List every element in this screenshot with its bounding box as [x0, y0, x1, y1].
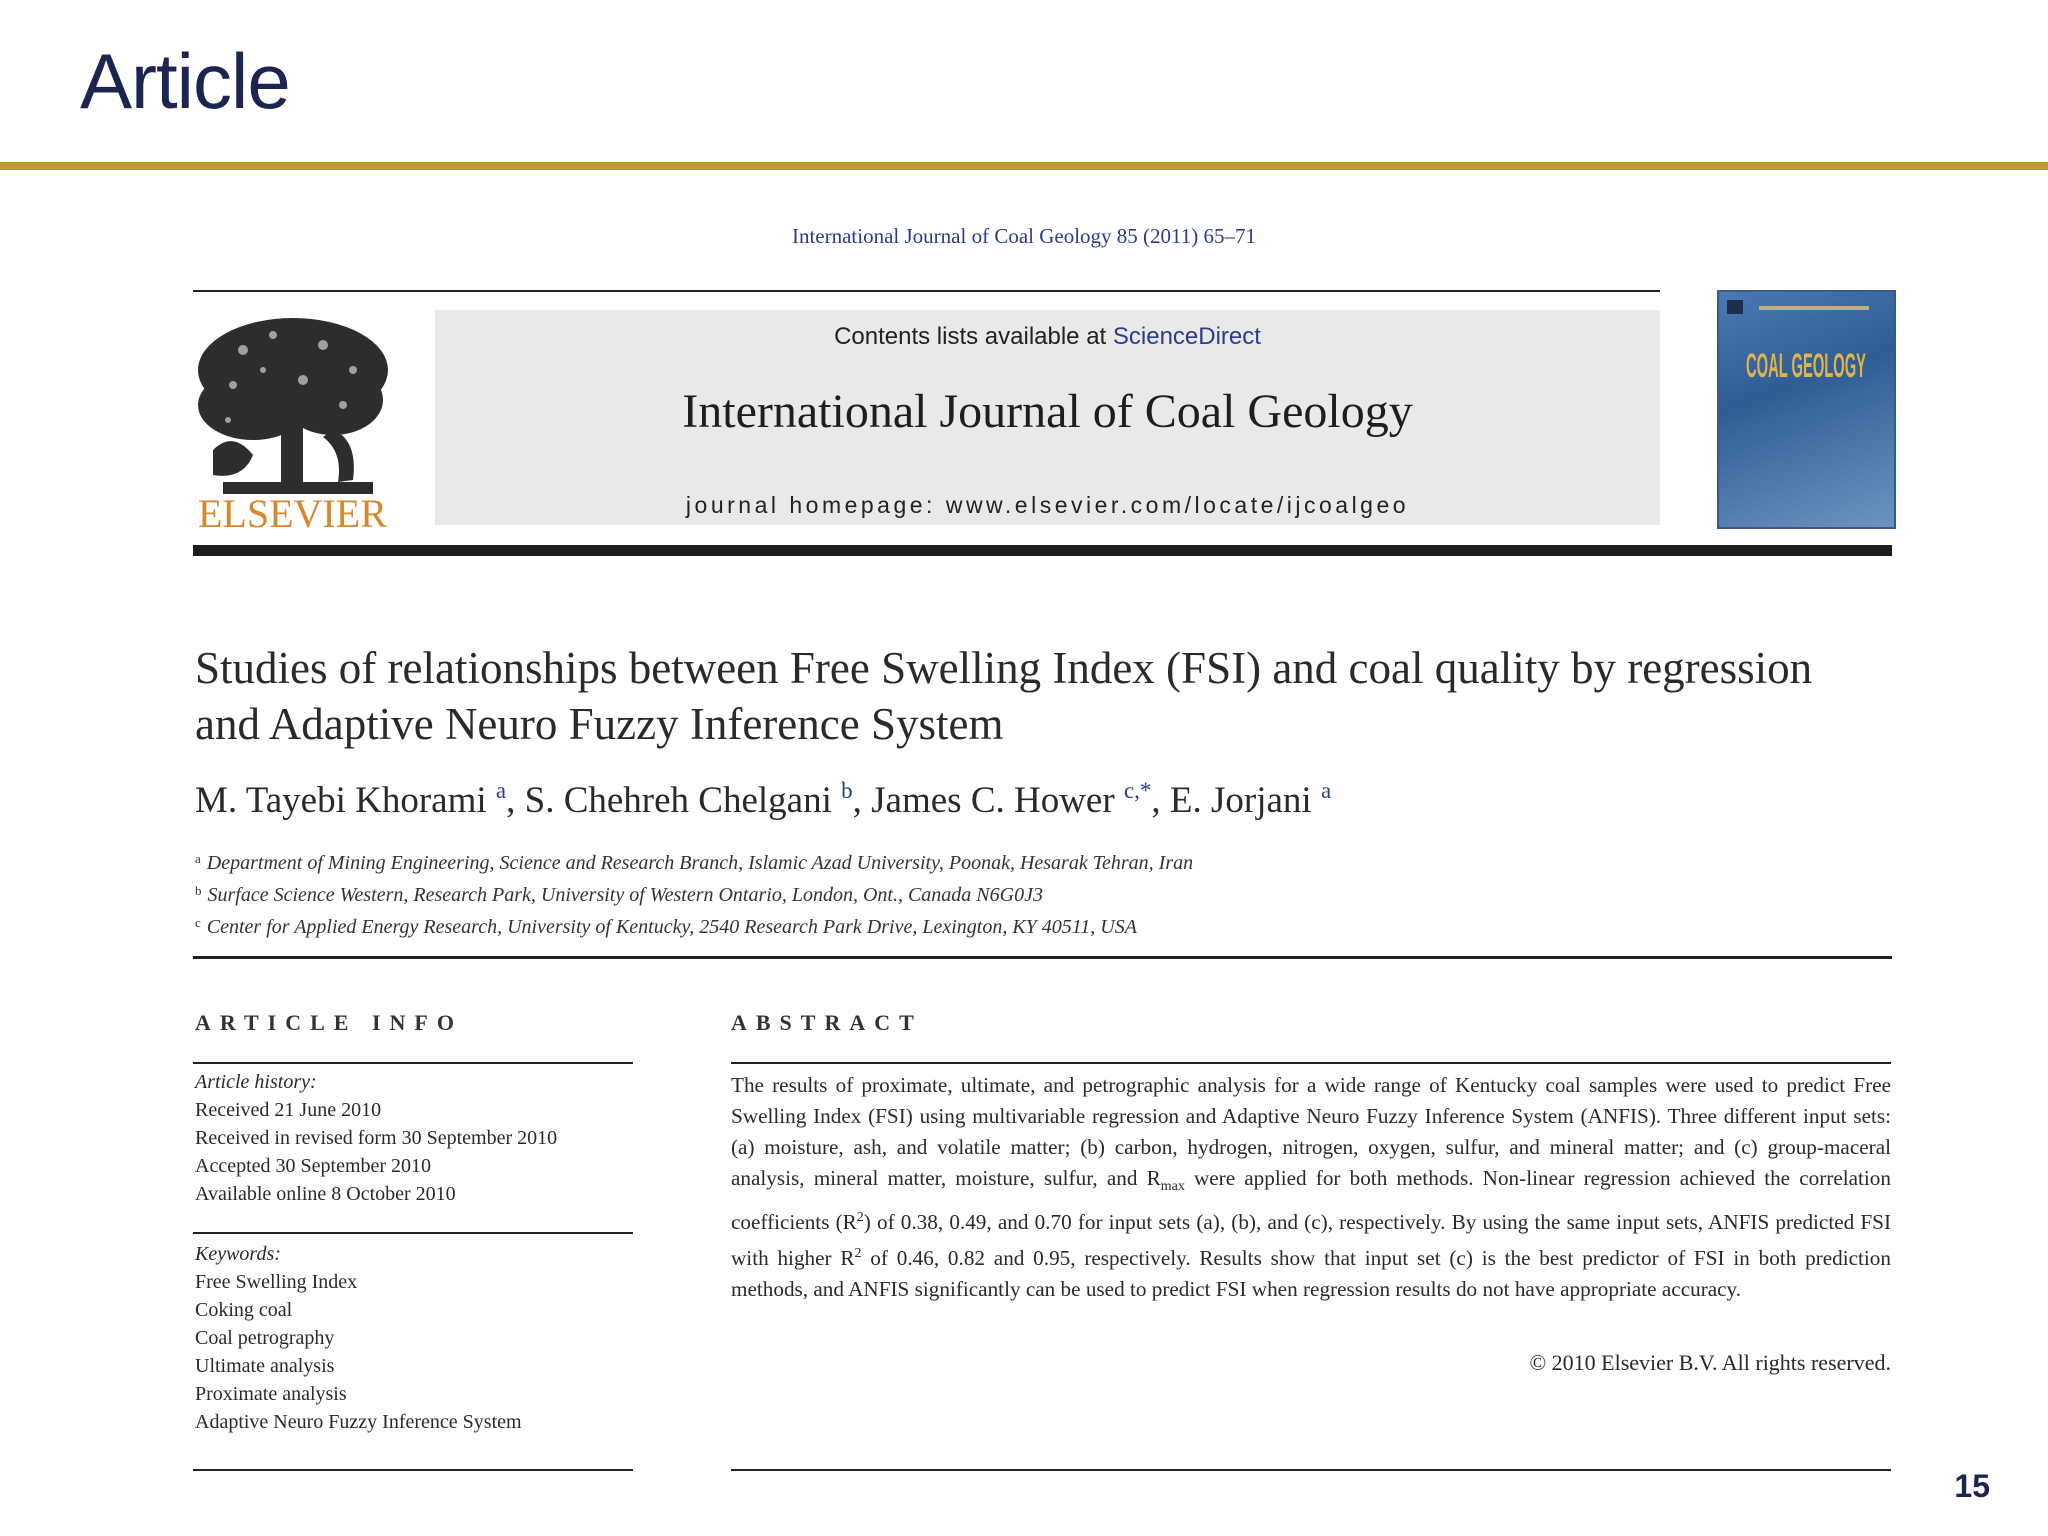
- journal-homepage-link[interactable]: journal homepage: www.elsevier.com/locate/ijcoalgeo: [685, 492, 1410, 518]
- keywords-rule: [193, 1232, 633, 1234]
- masthead-bottom-rule: [193, 545, 1892, 556]
- article-info-heading: ARTICLE INFO: [195, 1010, 463, 1035]
- keyword-item: Ultimate analysis: [195, 1355, 335, 1377]
- abstract-bottom-rule: [731, 1469, 1891, 1471]
- journal-cover-image: [1717, 290, 1896, 529]
- history-received: Received 21 June 2010: [195, 1099, 382, 1121]
- page-number: 15: [1954, 1468, 1990, 1504]
- article-history-label: Article history:: [195, 1071, 317, 1093]
- journal-name: International Journal of Coal Geology: [682, 385, 1413, 438]
- history-online: Available online 8 October 2010: [195, 1183, 456, 1205]
- journal-masthead: [435, 310, 1660, 525]
- affiliation-c: $^c$ Center for Applied Energy Research, University of Kentucky, 2540 Research Park Drive, Lexington, KY 40511, USA: [195, 915, 1137, 938]
- affiliations: [195, 845, 1875, 941]
- keyword-item: Proximate analysis: [195, 1383, 347, 1405]
- info-bottom-rule: [193, 1469, 633, 1471]
- copyright-notice: © 2010 Elsevier B.V. All rights reserved.: [1529, 1350, 1891, 1375]
- author-2[interactable]: S. Chehreh Chelgani $^b$,: [524, 778, 872, 821]
- sciencedirect-link[interactable]: ScienceDirect: [1112, 323, 1261, 350]
- keywords-label: Keywords:: [195, 1243, 281, 1265]
- article-history: [195, 1068, 635, 1208]
- abstract-text: The results of proximate, ultimate, and petrographic analysis for a wide range of Kentucky coal samples were used to predict Free Swelling Index (FSI) using multivariable regression and Adaptive Neuro Fuzzy Inference System (ANFIS). Three different input sets: (a) moisture, ash, and volatile matter; (b) carbon, hydrogen, nitrogen, oxygen, sulfur, and mineral matter; and (c) group-maceral analysis, mineral matter, moisture, sulfur, and $R_{max}$ were applied for both methods. Non-linear regression achieved the correlation coefficients $(R^2)$ of 0.38, 0.49, and 0.70 for input sets (a), (b), and (c), respectively. By using the same input sets, ANFIS predicted FSI with higher $R^2$ of 0.46, 0.82 and 0.95, respectively. Results show that input set (c) is the best predictor of FSI in both prediction methods, and ANFIS significantly can be used to predict FSI when regression results do not have appropriate accuracy.: [731, 1073, 1891, 1302]
- keyword-item: Free Swelling Index: [195, 1271, 358, 1293]
- affiliation-a: $^a$ Department of Mining Engineering, Science and Research Branch, Islamic Azad University, Poonak, Hesarak Tehran, Iran: [195, 851, 1194, 874]
- affiliation-b: $^b$ Surface Science Western, Research Park, University of Western Ontario, London, Ont., Canada N6G0J3: [195, 883, 1043, 906]
- header-rule: [193, 290, 1660, 292]
- author-list: [195, 778, 1875, 822]
- affiliations-rule: [193, 956, 1892, 959]
- abstract-heading: ABSTRACT: [731, 1010, 923, 1035]
- contents-prefix: Contents lists available at: [834, 323, 1113, 350]
- slide-title: Article: [80, 37, 290, 125]
- publisher-name: ELSEVIER: [198, 491, 387, 536]
- journal-citation[interactable]: International Journal of Coal Geology 85 (2011) 65–71: [791, 224, 1257, 248]
- abstract-rule: [731, 1062, 1891, 1064]
- keywords: [195, 1240, 635, 1436]
- cover-text: COAL GEOLOGY: [1746, 347, 1867, 385]
- author-1[interactable]: M. Tayebi Khorami $^a$,: [195, 778, 525, 821]
- paper-title: Studies of relationships between Free Swelling Index (FSI) and coal quality by regression and Adaptive Neuro Fuzzy Inference System: [195, 643, 1813, 749]
- article-info-rule: [193, 1062, 633, 1064]
- journal-cover-art: [1719, 292, 1894, 527]
- author-4[interactable]: E. Jorjani $^a$: [1169, 778, 1332, 821]
- keyword-item: Adaptive Neuro Fuzzy Inference System: [195, 1411, 522, 1433]
- author-3[interactable]: James C. Hower $^{c,*}$,: [871, 778, 1170, 821]
- keyword-item: Coking coal: [195, 1299, 293, 1321]
- contents-line: [435, 323, 1660, 351]
- history-revised: Received in revised form 30 September 2010: [195, 1127, 558, 1149]
- history-accepted: Accepted 30 September 2010: [195, 1155, 432, 1177]
- keyword-item: Coal petrography: [195, 1327, 335, 1349]
